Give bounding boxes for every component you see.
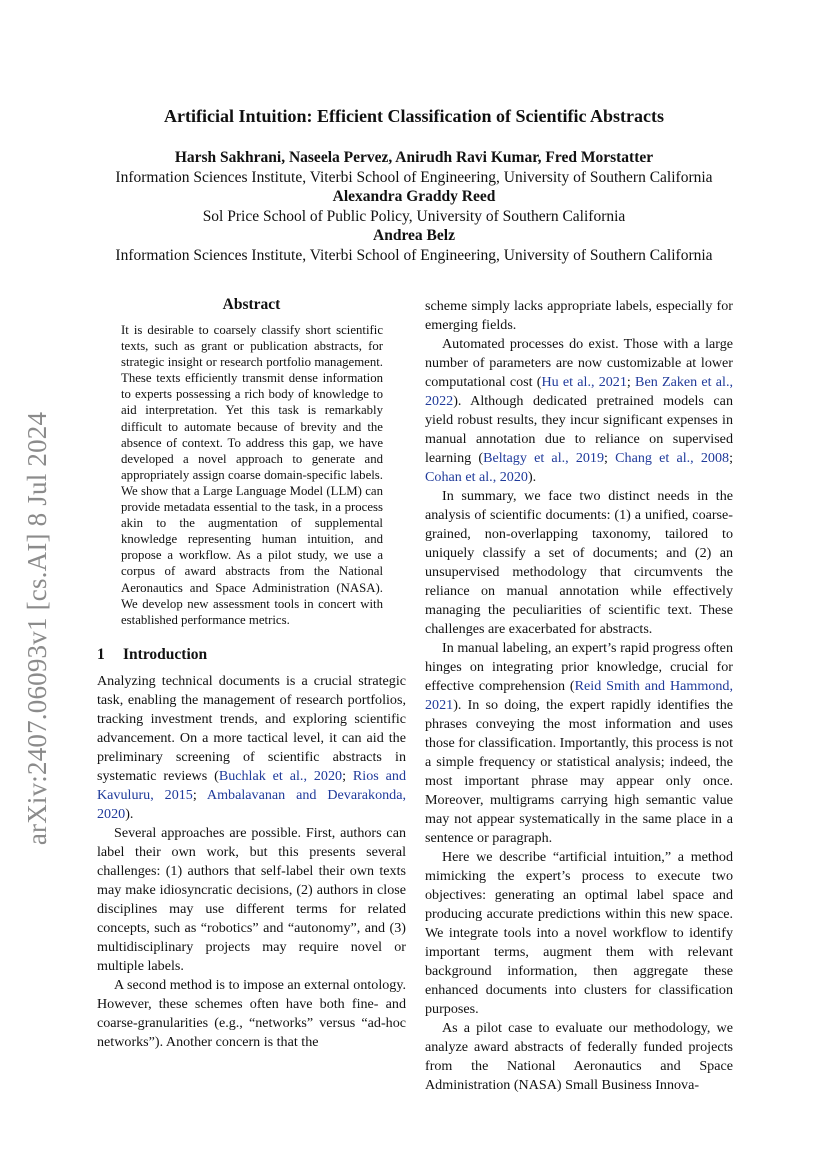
citation-link[interactable]: Chang et al., 2008 [615, 450, 730, 466]
body-paragraph [425, 297, 733, 335]
paragraph-text: As a pilot case to evaluate our methodology, we analyze award abstracts of federally funded projects from the National Aeronautics and Space Administration (NASA) Small Business Innova- [425, 1020, 733, 1093]
paragraph-text: ). [125, 805, 134, 822]
citation-link[interactable]: Hu et al., 2021 [541, 374, 627, 390]
author-names-1: Harsh Sakhrani, Naseela Pervez, Anirudh Ravi Kumar, Fred Morstatter [174, 149, 654, 166]
author-names-3: Andrea Belz [373, 227, 455, 244]
body-paragraph [425, 1019, 733, 1095]
arxiv-identifier-stamp [20, 388, 56, 868]
affiliation-1: Information Sciences Institute, Viterbi School of Engineering, University of Southern California [115, 168, 713, 186]
paragraph-text: ). Although dedicated pretrained models can yield robust results, they incur significant expenses in manual annotation due to reliance on supervised learning ( [425, 393, 733, 466]
citation-link[interactable]: Reid Smith and Hammond, 2021 [425, 678, 733, 713]
paragraph-text: In summary, we face two distinct needs in the analysis of scientific documents: (1) a unified, coarse-grained, non-overlapping taxonomy, tailored to uniquely classify a set of documents; and (2) an unsupervised methodology that circumvents the reliance on manual annotation while effectively managing the peculiarities of scientific text. These challenges are exacerbated for abstracts. [425, 488, 733, 637]
paragraph-text: ). In so doing, the expert rapidly identifies the phrases conveying the most information and uses those for classification. Importantly, this process is not a simple frequency or statistical analysis; indeed, the most important phrase may appear only once. Moreover, multigrams carrying high semantic value may not appear systematically in the same place in a sentence or paragraph. [425, 697, 733, 846]
author-names-2: Alexandra Graddy Reed [332, 188, 496, 205]
paragraph-text: ; [342, 767, 353, 784]
paragraph-text: Analyzing technical documents is a crucial strategic task, enabling the management of research portfolios, tracking investment trends, and exploring scientific advancement. On a more tactical level, it can aid the preliminary screening of scientific abstracts in systematic reviews ( [97, 672, 406, 784]
body-paragraph [425, 639, 733, 848]
paragraph-text: scheme simply lacks appropriate labels, especially for emerging fields. [425, 298, 733, 333]
body-paragraph [97, 824, 406, 976]
citation-link[interactable]: Rios and Kavuluru, 2015 [97, 767, 406, 803]
body-paragraph [97, 976, 406, 1052]
paragraph-text: Here we describe “artificial intuition,” a method mimicking the expert’s process to execute two objectives: generating an optimal label space and producing accurate predictions within this new space. We integrate tools into a novel workflow to identify important terms, augment them with relevant background information, then aggregate these enhanced documents into clusters for classification purposes. [425, 849, 733, 1017]
section-title: Introduction [123, 645, 208, 663]
paragraph-text: In manual labeling, an expert’s rapid progress often hinges on integrating prior knowledge, crucial for effective comprehension ( [425, 640, 733, 694]
left-body-text [97, 672, 406, 1052]
citation-link[interactable]: Ambalavanan and Devarakonda, 2020 [97, 786, 406, 822]
abstract-heading: Abstract [222, 296, 281, 313]
paragraph-text: Automated processes do exist. Those with a large number of parameters are now customizable at lower computational cost ( [425, 336, 733, 390]
paragraph-text: A second method is to impose an external ontology. However, these schemes often have both fine- and coarse-granularities (e.g., “networks” versus “ad-hoc networks”). Another concern is that the [97, 976, 406, 1050]
body-paragraph [97, 672, 406, 824]
body-paragraph [425, 848, 733, 1019]
paragraph-text: ). [527, 469, 537, 485]
right-column [425, 297, 733, 1095]
citation-link[interactable]: Cohan et al., 2020 [425, 469, 528, 485]
section-heading-introduction [97, 646, 406, 664]
left-column [97, 296, 406, 1052]
paragraph-text: ; [192, 786, 207, 803]
abstract-body: It is desirable to coarsely classify short scientific texts, such as grant or publication abstracts, for strategic insight or research portfolio management. These texts efficiently transmit dense information to experts possessing a rich body of knowledge to aid interpretation. Yet this task is remarkably difficult to automate because of brevity and the absence of context. To address this gap, we have developed a novel approach to generate and appropriately assign coarse domain-specific labels. We show that a Large Language Model (LLM) can provide metadata essential to the task, in a process akin to the augmentation of supplemental knowledge representing human intuition, and propose a workflow. As a pilot study, we use a corpus of award abstracts from the National Aeronautics and Space Administration (NASA). We develop new assessment tools in concert with established performance metrics. [121, 323, 383, 627]
body-paragraph [425, 335, 733, 487]
paragraph-text: ; [729, 450, 733, 466]
arxiv-identifier-text: arXiv:2407.06093v1 [cs.AI] 8 Jul 2024 [22, 411, 53, 845]
affiliation-2: Sol Price School of Public Policy, University of Southern California [202, 207, 626, 225]
paper-title: Artificial Intuition: Efficient Classification of Scientific Abstracts [164, 106, 664, 126]
paragraph-text: Several approaches are possible. First, authors can label their own work, but this presents several challenges: (1) authors that self-label their own texts may make idiosyncratic decisions, (2) authors in close disciplines may use different terms for related concepts, such as “robotics” and “autonomy”, and (3) multidisciplinary projects may require novel or multiple labels. [97, 824, 406, 974]
section-number: 1 [97, 645, 105, 663]
paragraph-text: ; [604, 450, 616, 466]
citation-link[interactable]: Buchlak et al., 2020 [218, 767, 343, 784]
body-paragraph [425, 487, 733, 639]
paragraph-text: ; [626, 374, 636, 390]
citation-link[interactable]: Beltagy et al., 2019 [483, 450, 605, 466]
right-body-text [425, 297, 733, 1095]
citation-link[interactable]: Ben Zaken et al., 2022 [425, 374, 733, 409]
author-affiliation-block [60, 148, 768, 265]
affiliation-3: Information Sciences Institute, Viterbi School of Engineering, University of Southern California [115, 246, 713, 264]
